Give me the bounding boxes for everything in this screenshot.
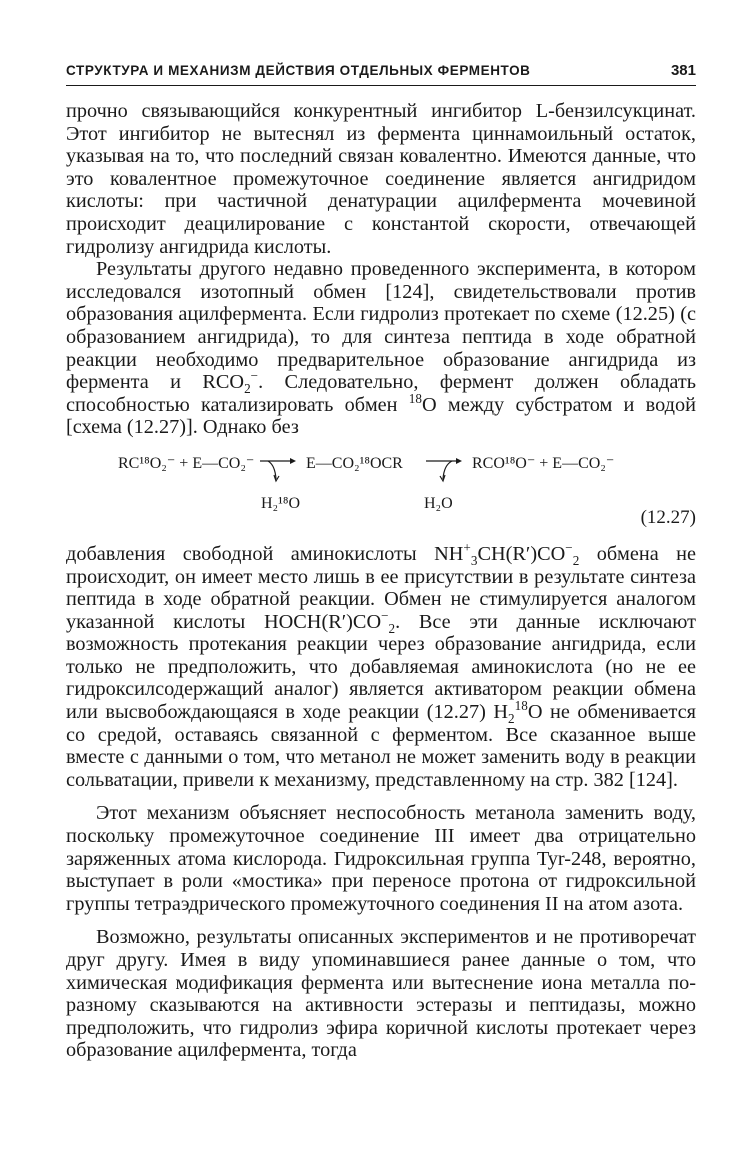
running-header [66, 62, 696, 86]
paragraph-2: Результаты другого недавно проведенного эксперимента, в котором исследовался изотопный обмен [124], свидетельствовали против образования ацилфермента. Если гидролиз протекает по схеме (12.25) (с образованием ангидрида), то для синтеза пептида в ходе обратной реакции необходимо предварительное образование ангидрида из фермента и $RCO_2^-$. Следовательно, фермент должен обладать способностью катализировать обмен $^{18}$O между субстратом и водой [схема (12.27)]. Однако без [66, 258, 696, 439]
scheme-reactant: RC¹⁸O₂⁻ + E—CO₂⁻ [118, 454, 255, 472]
reversible-arrow-icon [258, 451, 298, 485]
reversible-arrow-icon [424, 451, 464, 485]
book-page [66, 62, 696, 1062]
page-number: 381 [670, 62, 696, 79]
reaction-scheme-12-27 [66, 445, 696, 537]
paragraph-4: Этот механизм объясняет неспособность метанола заменить воду, поскольку промежуточное соединение III имеет два отрицательно заряженных атома кислорода. Гидроксильная группа Tyr-248, вероятно, выступает в роли «мостика» при переносе протона от гидроксильной группы тетраэдрического промежуточного соединения II на атом азота. [66, 802, 696, 915]
scheme-water: H₂O [424, 494, 453, 512]
scheme-products: RCO¹⁸O⁻ + E—CO₂⁻ [472, 454, 615, 472]
running-header-title: СТРУКТУРА И МЕХАНИЗМ ДЕЙСТВИЯ ОТДЕЛЬНЫХ ФЕРМЕНТОВ [66, 63, 531, 78]
scheme-intermediate: E—CO₂¹⁸OCR [306, 454, 403, 472]
paragraph-1: прочно связывающийся конкурентный ингибитор L-бензилсукцинат. Этот ингибитор не вытеснял из фермента циннамоильный остаток, указывая на то, что последний связан ковалентно. Имеются данные, что это ковалентное промежуточное соединение является ангидридом кислоты: при частичной денатурации ацилфермента мочевиной происходит деацилирование с константой скорости, отвечающей гидролизу ангидрида кислоты. [66, 100, 696, 258]
body-text [66, 100, 696, 1062]
paragraph-5: Возможно, результаты описанных экспериментов и не противоречат друг другу. Имея в виду упоминавшиеся ранее данные о том, что химическая модификация фермента или вытеснение иона металла по-разному сказываются на активности эстеразы и пептидазы, можно предположить, что гидролиз эфира коричной кислоты протекает через образование ацилфермента, тогда [66, 926, 696, 1062]
paragraph-3: добавления свободной аминокислоты $NH^+_3CH(R')CO^-_2$ обмена не происходит, он имеет место лишь в ее присутствии в результате синтеза пептида в ходе обратной реакции. Обмен не стимулируется аналогом указанной кислоты $HOCH(R')CO^-_2$. Все эти данные исключают возможность протекания реакции через образование ангидрида, если только не предположить, что добавляемая аминокислота (но не ее гидроксилсодержащий аналог) является активатором реакции обмена или высвобождающаяся в ходе реакции (12.27) $H_2^{18}O$ не обменивается со средой, оставаясь связанной с ферментом. Все сказанное выше вместе с данными о том, что метанол не может заменить воду в реакции сольватации, привели к механизму, представленному на стр. 382 [124]. [66, 540, 697, 791]
scheme-water-labeled: H₂¹⁸O [261, 494, 301, 512]
equation-number: (12.27) [640, 506, 696, 528]
